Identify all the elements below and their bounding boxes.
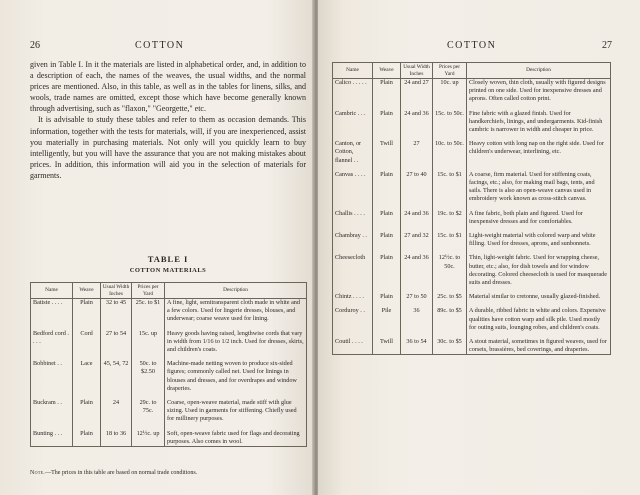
cell-width: 27 to 40 xyxy=(401,165,433,204)
cell-width: 27 to 54 xyxy=(101,324,132,355)
cell-description: Light-weight material with colored warp and white filling. Used for dresses, aprons, and sunbonnets. xyxy=(467,226,611,248)
cell-description: Heavy cotton with long nap on the right side. Used for children's underwear, interlining, etc. xyxy=(467,134,611,165)
running-head-right: COTTON xyxy=(447,40,497,51)
header-description: Description xyxy=(467,63,611,79)
cell-weave: Twill xyxy=(373,134,401,165)
table-header-row xyxy=(31,283,307,299)
cell-name: Bobbinet . . xyxy=(31,354,73,393)
table-row xyxy=(333,79,611,104)
cell-price: 15c. to 50c. xyxy=(433,104,467,135)
table-row xyxy=(333,287,611,301)
cell-description: Closely woven, thin cloth, usually with figured designs printed on one side. Used for inexpensive dresses and aprons. Often called cotton print. xyxy=(467,79,611,104)
table-row xyxy=(333,332,611,355)
cell-weave: Plain xyxy=(373,79,401,104)
cell-price: 25c. to $1 xyxy=(132,299,165,324)
note-label: Note. xyxy=(30,470,46,476)
cell-weave: Plain xyxy=(373,165,401,204)
note-text: —The prices in this table are based on normal trade conditions. xyxy=(45,470,198,476)
cell-name: Calico . . . . . xyxy=(333,79,373,104)
cell-width: 24 and 36 xyxy=(401,204,433,226)
cell-price: 15c. up xyxy=(132,324,165,355)
left-page xyxy=(0,0,314,495)
header-description: Description xyxy=(165,283,307,299)
cell-name: Cheesecloth xyxy=(333,248,373,287)
cell-weave: Plain xyxy=(373,226,401,248)
cell-price: 10c. to 50c. xyxy=(433,134,467,165)
cell-weave: Plain xyxy=(73,424,101,447)
table-header-row xyxy=(333,63,611,79)
table-row xyxy=(31,299,307,324)
cell-name: Coutil . . . . xyxy=(333,332,373,355)
paragraph-2: It is advisable to study these tables and refer to them as occasion demands. This information, together with the tests for materials, will, if you are inexperienced, assist you materially in purchasing materials. Not only will you quickly learn to buy intelligently, but you will have the assurance that you are not making mistakes about prices. In addition, this information will aid you in the selection of materials for garments. xyxy=(30,115,306,180)
cell-price: 29c. to 75c. xyxy=(132,393,165,424)
cell-name: Bunting . . . xyxy=(31,424,73,447)
header-name: Name xyxy=(333,63,373,79)
table-subtitle: COTTON MATERIALS xyxy=(129,267,207,274)
table-row xyxy=(333,134,611,165)
header-price: Prices per Yard xyxy=(132,283,165,299)
cell-description: Soft, open-weave fabric used for flags and decorating purposes. Also comes in wool. xyxy=(165,424,307,447)
header-width: Usual Width Inches xyxy=(401,63,433,79)
cell-description: A fine fabric, both plain and figured. Used for inexpensive dresses and for comfortables. xyxy=(467,204,611,226)
table-row xyxy=(333,204,611,226)
cell-name: Buckram . . xyxy=(31,393,73,424)
cell-width: 27 and 32 xyxy=(401,226,433,248)
table-row xyxy=(333,165,611,204)
cell-description: Heavy goods having raised, lengthwise cords that vary in width from 1/16 to 1/2 inch. Used for dresses, skirts, and children's coats. xyxy=(165,324,307,355)
cell-width: 27 to 50 xyxy=(401,287,433,301)
table-note xyxy=(30,470,306,476)
header-weave: Weave xyxy=(373,63,401,79)
paragraph-1: given in Table I. In it the materials are listed in alphabetical order, and, in addition to a description of each, the names of the weaves, the usual widths, and the normal prices are mentioned. Also, in this table, as well as in the tables for linens, silks, and wools, trade names are omitted, except those which have become generally known through advertising, such as "flaxon," "Georgette," etc. xyxy=(30,60,306,114)
cell-description: A coarse, firm material. Used for stiffening coats, facings, etc.; also, for making mail bags, tents, and sails. There is also an open-weave canvas used in embroidery work known as cross-stitch canvas. xyxy=(467,165,611,204)
table-row xyxy=(333,104,611,135)
cell-description: Machine-made netting woven to produce six-sided figures; commonly called net. Used for linings in blouses and dresses, and for overdrapes and window draperies. xyxy=(165,354,307,393)
table-row xyxy=(31,354,307,393)
cell-weave: Lace xyxy=(73,354,101,393)
table-title: TABLE I xyxy=(147,254,189,264)
table-row xyxy=(333,226,611,248)
cell-description: Material similar to cretonne, usually glazed-finished. xyxy=(467,287,611,301)
cell-price: 15c. to $1 xyxy=(433,165,467,204)
cell-width: 27 xyxy=(401,134,433,165)
header-price: Prices per Yard xyxy=(433,63,467,79)
cell-width: 24 and 27 xyxy=(401,79,433,104)
running-head-left: COTTON xyxy=(135,40,185,51)
cell-weave: Cord xyxy=(73,324,101,355)
page-number-left: 26 xyxy=(30,40,40,51)
cell-description: Coarse, open-weave material, made stiff with glue sizing. Used in garments for stiffening. Chiefly used for millinery purposes. xyxy=(165,393,307,424)
table-row xyxy=(333,248,611,287)
cell-price: 30c. to $5 xyxy=(433,332,467,355)
cell-price: 15c. to $1 xyxy=(433,226,467,248)
cell-weave: Plain xyxy=(73,393,101,424)
cell-name: Cambric . . . xyxy=(333,104,373,135)
table-row xyxy=(333,301,611,332)
cell-width: 18 to 36 xyxy=(101,424,132,447)
cotton-table-left xyxy=(30,282,307,447)
cell-description: A stout material, sometimes in figured weaves, used for corsets, brassières, bed coverings, and draperies. xyxy=(467,332,611,355)
cell-description: A durable, ribbed fabric in white and colors. Expensive qualities have cotton warp and silk pile. Used mostly for outing suits, lounging robes, and children's coats. xyxy=(467,301,611,332)
cell-weave: Plain xyxy=(73,299,101,324)
cell-name: Corduroy . . xyxy=(333,301,373,332)
header-name: Name xyxy=(31,283,73,299)
cell-description: Fine fabric with a glazed finish. Used for handkerchiefs, linings, and undergarments. Kid-finish cambric is narrower in width and cheaper in price. xyxy=(467,104,611,135)
cell-weave: Plain xyxy=(373,204,401,226)
cell-price: 25c. to $5 xyxy=(433,287,467,301)
cell-width: 32 to 45 xyxy=(101,299,132,324)
cell-name: Chambray . . xyxy=(333,226,373,248)
table-row xyxy=(31,424,307,447)
cell-width: 36 to 54 xyxy=(401,332,433,355)
body-text xyxy=(30,59,306,181)
cell-name: Canvas . . . . xyxy=(333,165,373,204)
table-row xyxy=(31,324,307,355)
cell-name: Batiste . . . . xyxy=(31,299,73,324)
header-weave: Weave xyxy=(73,283,101,299)
cotton-table-right xyxy=(332,62,611,355)
cell-weave: Plain xyxy=(373,287,401,301)
cell-price: 10c. up xyxy=(433,79,467,104)
cell-name: Canton, or Cotton, flannel . . xyxy=(333,134,373,165)
cell-name: Challis . . . . xyxy=(333,204,373,226)
cell-price: 12½c. to 50c. xyxy=(433,248,467,287)
cell-price: 19c. to $2 xyxy=(433,204,467,226)
cell-name: Bedford cord . . . . xyxy=(31,324,73,355)
cell-weave: Twill xyxy=(373,332,401,355)
cell-width: 24 and 36 xyxy=(401,104,433,135)
cell-width: 24 xyxy=(101,393,132,424)
table-row xyxy=(31,393,307,424)
cell-width: 24 and 36 xyxy=(401,248,433,287)
cell-width: 45, 54, 72 xyxy=(101,354,132,393)
cell-weave: Pile xyxy=(373,301,401,332)
header-width: Usual Width Inches xyxy=(101,283,132,299)
cell-description: A fine, light, semitransparent cloth made in white and a few colors. Used for lingerie dresses, blouses, and underwear; coarse weave used for lining. xyxy=(165,299,307,324)
cell-price: 12½c. up xyxy=(132,424,165,447)
cell-name: Chintz . . . . xyxy=(333,287,373,301)
cell-weave: Plain xyxy=(373,248,401,287)
cell-price: 89c. to $5 xyxy=(433,301,467,332)
cell-width: 36 xyxy=(401,301,433,332)
cell-description: Thin, light-weight fabric. Used for wrapping cheese, butter, etc.; also, for dish towels and for window decorating. Colored cheesecloth is used for masquerade suits and dresses. xyxy=(467,248,611,287)
cell-weave: Plain xyxy=(373,104,401,135)
cell-price: 50c. to $2.50 xyxy=(132,354,165,393)
page-number-right: 27 xyxy=(602,40,612,51)
